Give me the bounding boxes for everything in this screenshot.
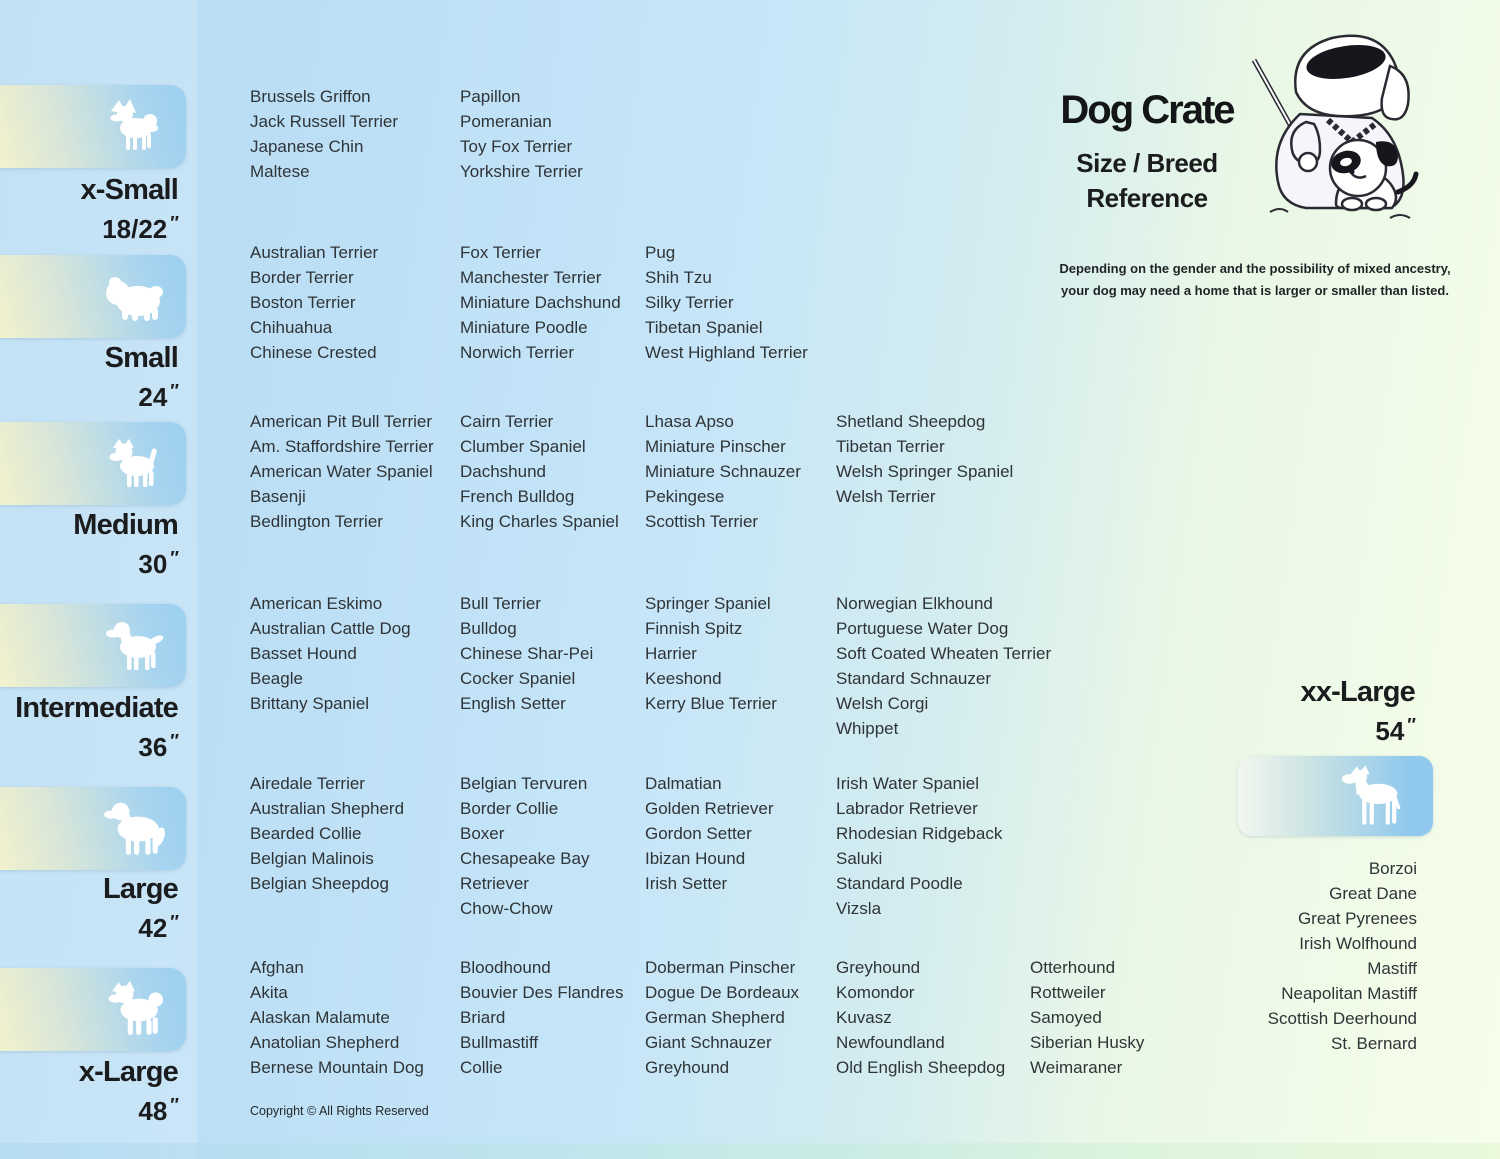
breed-name: Samoyed: [1030, 1008, 1102, 1027]
breed-name: Beagle: [250, 669, 303, 688]
breed-name: Belgian Tervuren: [460, 774, 588, 793]
breed-name: Tibetan Terrier: [836, 437, 945, 456]
breed-name: Silky Terrier: [645, 293, 734, 312]
breed-name: Newfoundland: [836, 1033, 945, 1052]
size-name: Large: [103, 873, 178, 905]
breed-name: King Charles Spaniel: [460, 512, 619, 531]
subtitle-line-2: Reference: [1086, 183, 1208, 213]
spaniel-dog-silhouette-icon: [100, 616, 164, 674]
breed-name: Borzoi: [1368, 859, 1417, 878]
breed-name: Briard: [460, 1008, 506, 1027]
breed-name: Doberman Pinscher: [645, 958, 796, 977]
breed-name: Whippet: [836, 719, 899, 738]
size-inches: 48 ″: [138, 1095, 178, 1127]
breed-name: Lhasa Apso: [645, 412, 734, 431]
size-badge-intermediate: [0, 604, 186, 687]
poster-subtitle: [1058, 146, 1236, 216]
breed-name: Bulldog: [460, 619, 517, 638]
breed-name: Chesapeake Bay Retriever: [460, 849, 590, 893]
breed-name: Ibizan Hound: [645, 849, 746, 868]
size-badge-large: [0, 787, 186, 870]
breed-name: Kuvasz: [836, 1008, 892, 1027]
ancestry-note: [1035, 258, 1475, 302]
breed-column: [250, 591, 460, 716]
breed-name: Cairn Terrier: [460, 412, 554, 431]
breed-name: Kerry Blue Terrier: [645, 694, 777, 713]
size-badge-xx-large: [1238, 756, 1433, 836]
breed-name: Chinese Crested: [250, 343, 377, 362]
great-dane-dog-silhouette-icon: [1336, 764, 1414, 828]
breed-name: Giant Schnauzer: [645, 1033, 772, 1052]
breed-name: Siberian Husky: [1030, 1033, 1145, 1052]
breed-name: Akita: [250, 983, 288, 1002]
breed-name: Bull Terrier: [460, 594, 541, 613]
inch-mark: ″: [170, 731, 178, 751]
breed-name: Rhodesian Ridgeback: [836, 824, 1003, 843]
breed-column: [250, 955, 460, 1080]
breed-name: Australian Shepherd: [250, 799, 405, 818]
breed-name: Great Dane: [1329, 884, 1417, 903]
breed-name: Portuguese Water Dog: [836, 619, 1009, 638]
breed-column: [645, 240, 840, 365]
breed-name: Tibetan Spaniel: [645, 318, 763, 337]
breed-column: [460, 84, 638, 184]
breed-name: Airedale Terrier: [250, 774, 365, 793]
breed-name: Great Pyrenees: [1297, 909, 1417, 928]
breed-column: [250, 771, 460, 896]
breed-name: Norwich Terrier: [460, 343, 574, 362]
size-badge-medium: [0, 422, 186, 505]
subtitle-line-1: Size / Breed: [1076, 148, 1218, 178]
breed-name: Welsh Springer Spaniel: [836, 462, 1014, 481]
size-label-intermediate: [15, 692, 178, 763]
breed-column: [250, 409, 460, 534]
breed-name: Rottweiler: [1030, 983, 1106, 1002]
breed-name: Harrier: [645, 644, 697, 663]
breed-name: American Pit Bull Terrier: [250, 412, 433, 431]
size-name: Intermediate: [15, 692, 178, 724]
inch-mark: ″: [170, 213, 178, 233]
breed-name: Boxer: [460, 824, 505, 843]
size-label-medium: [73, 509, 178, 580]
breed-column: [460, 955, 638, 1080]
breed-name: Manchester Terrier: [460, 268, 602, 287]
mascot-illustration: [1240, 22, 1440, 232]
breed-name: Anatolian Shepherd: [250, 1033, 400, 1052]
breed-name: Dachshund: [460, 462, 547, 481]
poster-title: Dog Crate: [1060, 88, 1234, 132]
size-badge-x-large: [0, 968, 186, 1051]
breed-name: Irish Setter: [645, 874, 728, 893]
breed-name: Pekingese: [645, 487, 725, 506]
size-label-large: [103, 873, 178, 944]
breed-name: Golden Retriever: [645, 799, 774, 818]
breed-name: Norwegian Elkhound: [836, 594, 993, 613]
breed-name: Miniature Dachshund: [460, 293, 621, 312]
breed-name: Cocker Spaniel: [460, 669, 576, 688]
breed-name: Basset Hound: [250, 644, 357, 663]
breed-column: [460, 591, 638, 716]
inch-mark: ″: [170, 912, 178, 932]
breed-name: Irish Water Spaniel: [836, 774, 979, 793]
breed-name: Fox Terrier: [460, 243, 541, 262]
size-label-small: [105, 342, 178, 413]
breed-name: Keeshond: [645, 669, 722, 688]
size-name: Small: [104, 342, 178, 374]
breed-name: Belgian Malinois: [250, 849, 374, 868]
breed-name: Collie: [460, 1058, 503, 1077]
akita-dog-silhouette-icon: [100, 980, 168, 1038]
breed-column: [460, 409, 638, 534]
breed-name: Bloodhound: [460, 958, 551, 977]
breed-name: Soft Coated Wheaten Terrier: [836, 644, 1052, 663]
breed-column: [250, 240, 460, 365]
inch-mark: ″: [170, 1095, 178, 1115]
size-label-xx-large: [1301, 676, 1416, 747]
breed-name: Welsh Corgi: [836, 694, 929, 713]
breed-name: Scottish Deerhound: [1267, 1009, 1417, 1028]
size-inches: 42 ″: [138, 912, 178, 944]
breed-name: Border Terrier: [250, 268, 354, 287]
breed-name: Pug: [645, 243, 676, 262]
size-inches: 30 ″: [138, 548, 178, 580]
breed-name: Chow-Chow: [460, 899, 553, 918]
breed-column: [460, 771, 638, 921]
breed-name: Greyhound: [836, 958, 921, 977]
breed-name: Miniature Poodle: [460, 318, 588, 337]
breed-name: Chihuahua: [250, 318, 333, 337]
terrier-dog-silhouette-icon: [100, 434, 164, 492]
breed-column: [250, 84, 460, 184]
breed-name: Bullmastiff: [460, 1033, 539, 1052]
breed-name: Springer Spaniel: [645, 594, 771, 613]
note-line-1: Depending on the gender and the possibility of mixed ancestry,: [1059, 261, 1451, 276]
size-inches: 24 ″: [138, 381, 178, 413]
breed-name: Welsh Terrier: [836, 487, 936, 506]
breed-name: Australian Cattle Dog: [250, 619, 411, 638]
breed-name: Dalmatian: [645, 774, 722, 793]
breed-name: Belgian Sheepdog: [250, 874, 389, 893]
breed-name: Afghan: [250, 958, 304, 977]
breed-name: Yorkshire Terrier: [460, 162, 583, 181]
breed-name: Papillon: [460, 87, 521, 106]
breed-name: Brussels Griffon: [250, 87, 371, 106]
inch-mark: ″: [1407, 715, 1415, 735]
breed-name: German Shepherd: [645, 1008, 785, 1027]
size-label-x-large: [79, 1056, 178, 1127]
inch-mark: ″: [170, 548, 178, 568]
breed-name: English Setter: [460, 694, 566, 713]
breed-name: American Eskimo: [250, 594, 383, 613]
breed-name: Boston Terrier: [250, 293, 356, 312]
breed-name: Vizsla: [836, 899, 882, 918]
bottom-edge-tint: [0, 1143, 1500, 1159]
size-badge-small: [0, 255, 186, 338]
breed-name: Gordon Setter: [645, 824, 752, 843]
size-inches: 54 ″: [1375, 715, 1415, 747]
breed-name: West Highland Terrier: [645, 343, 808, 362]
breed-name: Standard Poodle: [836, 874, 963, 893]
breed-name: Bernese Mountain Dog: [250, 1058, 424, 1077]
breed-name: Jack Russell Terrier: [250, 112, 399, 131]
breed-name: Chinese Shar-Pei: [460, 644, 594, 663]
breed-column: [836, 771, 1066, 921]
breed-name: Miniature Pinscher: [645, 437, 786, 456]
breed-name: Clumber Spaniel: [460, 437, 586, 456]
papillon-dog-silhouette-icon: [100, 97, 164, 155]
breed-column: [836, 591, 1066, 741]
breed-name: Old English Sheepdog: [836, 1058, 1006, 1077]
breed-name: Greyhound: [645, 1058, 730, 1077]
size-label-x-small: [80, 174, 178, 245]
breed-name: Bearded Collie: [250, 824, 362, 843]
size-inches: 36 ″: [138, 731, 178, 763]
breed-column: [645, 771, 840, 896]
breed-name: Bouvier Des Flandres: [460, 983, 624, 1002]
size-badge-x-small: [0, 85, 186, 168]
breed-name: Irish Wolfhound: [1299, 934, 1417, 953]
inch-mark: ″: [170, 381, 178, 401]
breed-column: [1030, 955, 1240, 1080]
breed-name: Otterhound: [1030, 958, 1116, 977]
breed-name: Basenji: [250, 487, 306, 506]
breed-name: Saluki: [836, 849, 883, 868]
breed-name: Australian Terrier: [250, 243, 379, 262]
breed-column: [645, 591, 840, 716]
breed-column: [460, 240, 638, 365]
breed-name: Standard Schnauzer: [836, 669, 991, 688]
breed-name: Shetland Sheepdog: [836, 412, 986, 431]
breed-name: Neapolitan Mastiff: [1281, 984, 1417, 1003]
shih-tzu-dog-silhouette-icon: [100, 267, 164, 325]
size-name: Medium: [73, 509, 178, 541]
size-name: x-Small: [80, 174, 178, 206]
breed-name: American Water Spaniel: [250, 462, 433, 481]
breed-name: French Bulldog: [460, 487, 575, 506]
size-inches: 18/22 ″: [102, 213, 178, 245]
breed-name: Am. Staffordshire Terrier: [250, 437, 434, 456]
breed-name: Brittany Spaniel: [250, 694, 370, 713]
breed-name: Border Collie: [460, 799, 559, 818]
breed-name: Dogue De Bordeaux: [645, 983, 800, 1002]
copyright-text: Copyright © All Rights Reserved: [250, 1104, 429, 1118]
breed-column: [645, 409, 840, 534]
breed-name: Pomeranian: [460, 112, 552, 131]
breed-name: Komondor: [836, 983, 915, 1002]
breed-name: Toy Fox Terrier: [460, 137, 573, 156]
breed-column: [836, 409, 1066, 509]
breed-name: Finnish Spitz: [645, 619, 743, 638]
size-name: xx-Large: [1300, 676, 1415, 708]
breed-name: St. Bernard: [1331, 1034, 1417, 1053]
breed-name: Bedlington Terrier: [250, 512, 383, 531]
breed-name: Shih Tzu: [645, 268, 712, 287]
breed-list-xx-large: [1268, 856, 1417, 1056]
shepherd-dog-silhouette-icon: [100, 799, 166, 857]
breed-name: Scottish Terrier: [645, 512, 759, 531]
breed-name: Alaskan Malamute: [250, 1008, 390, 1027]
note-line-2: your dog may need a home that is larger or smaller than listed.: [1061, 283, 1449, 298]
breed-name: Maltese: [250, 162, 310, 181]
breed-name: Labrador Retriever: [836, 799, 978, 818]
breed-column: [645, 955, 840, 1080]
breed-name: Japanese Chin: [250, 137, 364, 156]
breed-name: Weimaraner: [1030, 1058, 1123, 1077]
breed-name: Miniature Schnauzer: [645, 462, 801, 481]
breed-name: Mastiff: [1367, 959, 1417, 978]
size-name: x-Large: [78, 1056, 178, 1088]
